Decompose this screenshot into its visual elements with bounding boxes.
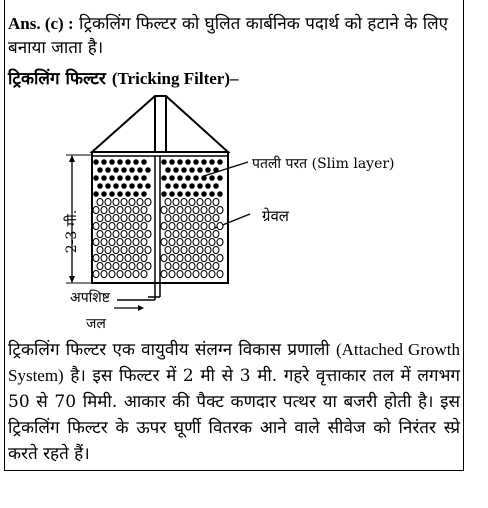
gravel-stone <box>125 254 131 261</box>
gravel-stone <box>173 262 179 269</box>
label-height: 2-3 मी. <box>64 209 81 254</box>
gravel-stone <box>109 254 115 261</box>
gravel-stone <box>121 214 127 221</box>
gravel-stone <box>142 176 146 180</box>
gravel-stone <box>217 270 223 277</box>
gravel-stone <box>214 184 218 188</box>
label-gravel: ग्रेवल <box>262 207 289 225</box>
gravel-stone <box>137 214 143 221</box>
answer-prefix: Ans. (c) : <box>8 14 74 33</box>
gravel-stone <box>197 262 203 269</box>
filter-roof <box>92 96 228 152</box>
body-part1: ट्रिकलिंग फिल्टर एक वायुवीय संलग्न विकास प्रणाली <box>8 340 330 360</box>
answer-text: ट्रिकलिंग फिल्टर को घुलित कार्बनिक पदार्थ को हटाने के लिए बनाया जाता है। <box>8 14 449 58</box>
label-waste: अपशिष्ट <box>70 290 110 306</box>
gravel-stone <box>125 206 131 213</box>
gravel-stone <box>209 206 215 213</box>
gravel-stone <box>193 270 199 277</box>
gravel-stone <box>165 262 171 269</box>
gravel-stone <box>209 238 215 245</box>
gravel-stone <box>141 238 147 245</box>
gravel-stone <box>185 254 191 261</box>
gravel-stone <box>173 246 179 253</box>
gravel-stone <box>217 254 223 261</box>
gravel-stone <box>186 176 190 180</box>
height-arrowhead-bottom <box>69 276 75 283</box>
outlet-arrowhead <box>138 305 144 311</box>
gravel-stone <box>173 198 179 205</box>
gravel-stone <box>214 168 218 172</box>
gravel-stone <box>177 222 183 229</box>
gravel-stone <box>142 192 146 196</box>
gravel-stone <box>110 176 114 180</box>
gravel-stone <box>137 246 143 253</box>
gravel-stone <box>182 168 186 172</box>
label-slim-layer: पतली परत (Slim layer) <box>252 156 395 172</box>
gravel-stone <box>97 198 103 205</box>
body-part2: है। इस फिल्टर में 2 मी से 3 मी. गहरे वृत्ताकार तल में लगभग 50 से 70 मिमी. आकार की पैक्ट कणदार पत्थर या बजरी होती है। इस ट्रिकलिंग फिल्टर के ऊपर घूर्णी वितरक आने वाले सीवेज को निरंतर स्प्रे करते रहते हैं। <box>8 366 460 464</box>
gravel-stone <box>182 184 186 188</box>
gravel-stone <box>121 230 127 237</box>
gravel-stone <box>194 160 198 164</box>
gravel-pattern <box>93 160 223 278</box>
gravel-stone <box>145 230 151 237</box>
gravel-stone <box>209 254 215 261</box>
gravel-stone <box>189 198 195 205</box>
gravel-stone <box>114 184 118 188</box>
gravel-stone <box>206 184 210 188</box>
gravel-stone <box>198 168 202 172</box>
body-part1-english: (Attached Growth System) <box>8 340 460 385</box>
gravel-stone <box>145 214 151 221</box>
gravel-stone <box>102 192 106 196</box>
gravel-stone <box>177 206 183 213</box>
gravel-stone <box>94 192 98 196</box>
gravel-stone <box>165 246 171 253</box>
heading-hindi: ट्रिकलिंग फिल्टर <box>8 69 106 89</box>
gravel-stone <box>185 206 191 213</box>
gravel-stone <box>145 246 151 253</box>
gravel-stone <box>173 230 179 237</box>
gravel-stone <box>105 262 111 269</box>
gravel-stone <box>181 214 187 221</box>
gravel-stone <box>201 206 207 213</box>
gravel-stone <box>122 168 126 172</box>
gravel-stone <box>93 270 99 277</box>
gravel-stone <box>205 262 211 269</box>
gravel-stone <box>193 238 199 245</box>
gravel-stone <box>105 214 111 221</box>
gravel-stone <box>117 270 123 277</box>
gravel-stone <box>117 254 123 261</box>
gravel-stone <box>118 176 122 180</box>
gravel-stone <box>126 176 130 180</box>
gravel-stone <box>137 230 143 237</box>
gravel-stone <box>93 222 99 229</box>
gravel-stone <box>114 168 118 172</box>
gravel-stone <box>118 160 122 164</box>
gravel-stone <box>101 254 107 261</box>
gravel-stone <box>201 270 207 277</box>
gravel-stone <box>113 198 119 205</box>
height-arrowhead-top <box>69 155 75 162</box>
gravel-stone <box>162 160 166 164</box>
gravel-stone <box>165 214 171 221</box>
gravel-stone <box>165 230 171 237</box>
gravel-stone <box>210 160 214 164</box>
gravel-stone <box>177 254 183 261</box>
gravel-stone <box>169 254 175 261</box>
gravel-stone <box>109 206 115 213</box>
gravel-stone <box>186 192 190 196</box>
label-water: जल <box>86 316 106 332</box>
gravel-stone <box>217 206 223 213</box>
gravel-stone <box>202 176 206 180</box>
gravel-stone <box>181 246 187 253</box>
gravel-stone <box>130 168 134 172</box>
gravel-stone <box>134 192 138 196</box>
gravel-stone <box>121 198 127 205</box>
gravel-stone <box>146 168 150 172</box>
gravel-stone <box>125 222 131 229</box>
gravel-stone <box>205 246 211 253</box>
gravel-stone <box>206 168 210 172</box>
gravel-stone <box>117 238 123 245</box>
gravel-stone <box>146 184 150 188</box>
gravel-stone <box>113 262 119 269</box>
gravel-stone <box>98 184 102 188</box>
gravel-stone <box>126 160 130 164</box>
gravel-stone <box>197 198 203 205</box>
gravel-stone <box>166 168 170 172</box>
gravel-stone <box>98 168 102 172</box>
gravel-stone <box>170 192 174 196</box>
gravel-stone <box>133 270 139 277</box>
gravel-stone <box>218 176 222 180</box>
gravel-stone <box>161 270 167 277</box>
gravel-stone <box>133 206 139 213</box>
gravel-stone <box>141 222 147 229</box>
gravel-stone <box>125 238 131 245</box>
gravel-stone <box>129 262 135 269</box>
gravel-stone <box>173 214 179 221</box>
gravel-stone <box>209 270 215 277</box>
gravel-stone <box>210 176 214 180</box>
gravel-stone <box>201 222 207 229</box>
gravel-stone <box>105 198 111 205</box>
gravel-stone <box>194 176 198 180</box>
gravel-stone <box>170 176 174 180</box>
gravel-stone <box>193 222 199 229</box>
gravel-stone <box>106 168 110 172</box>
gravel-stone <box>193 254 199 261</box>
gravel-stone <box>189 214 195 221</box>
gravel-stone <box>170 160 174 164</box>
gravel-stone <box>141 206 147 213</box>
gravel-stone <box>169 270 175 277</box>
gravel-stone <box>94 176 98 180</box>
gravel-stone <box>134 176 138 180</box>
gravel-stone <box>129 230 135 237</box>
gravel-stone <box>145 198 151 205</box>
gravel-stone <box>181 198 187 205</box>
gravel-stone <box>161 206 167 213</box>
gravel-stone <box>113 214 119 221</box>
gravel-stone <box>126 192 130 196</box>
gravel-stone <box>118 192 122 196</box>
gravel-stone <box>133 254 139 261</box>
gravel-stone <box>141 254 147 261</box>
gravel-stone <box>93 254 99 261</box>
gravel-stone <box>213 262 219 269</box>
gravel-stone <box>138 184 142 188</box>
gravel-stone <box>174 168 178 172</box>
gravel-stone <box>201 238 207 245</box>
gravel-stone <box>201 254 207 261</box>
gravel-stone <box>189 246 195 253</box>
gravel-stone <box>133 222 139 229</box>
gravel-stone <box>161 254 167 261</box>
gravel-stone <box>185 238 191 245</box>
gravel-stone <box>197 214 203 221</box>
gravel-stone <box>101 206 107 213</box>
gravel-stone <box>97 246 103 253</box>
gravel-stone <box>109 222 115 229</box>
gravel-stone <box>169 206 175 213</box>
gravel-stone <box>101 238 107 245</box>
gravel-stone <box>169 238 175 245</box>
gravel-stone <box>161 238 167 245</box>
gravel-stone <box>109 238 115 245</box>
gravel-stone <box>93 238 99 245</box>
gravel-stone <box>130 184 134 188</box>
gravel-stone <box>209 222 215 229</box>
gravel-stone <box>162 176 166 180</box>
gravel-stone <box>213 198 219 205</box>
gravel-stone <box>122 184 126 188</box>
gravel-stone <box>129 246 135 253</box>
gravel-stone <box>110 160 114 164</box>
gravel-stone <box>174 184 178 188</box>
gravel-stone <box>145 262 151 269</box>
gravel-stone <box>205 214 211 221</box>
gravel-stone <box>110 192 114 196</box>
gravel-stone <box>185 270 191 277</box>
gravel-stone <box>121 246 127 253</box>
gravel-stone <box>178 176 182 180</box>
gravel-stone <box>181 262 187 269</box>
gravel-stone <box>205 230 211 237</box>
gravel-stone <box>102 176 106 180</box>
gravel-stone <box>101 222 107 229</box>
gravel-stone <box>97 262 103 269</box>
gravel-stone <box>217 238 223 245</box>
gravel-stone <box>218 192 222 196</box>
gravel-stone <box>189 230 195 237</box>
gravel-stone <box>121 262 127 269</box>
gravel-stone <box>181 230 187 237</box>
gravel-stone <box>210 192 214 196</box>
gravel-stone <box>141 270 147 277</box>
gravel-stone <box>97 214 103 221</box>
gravel-stone <box>117 206 123 213</box>
gravel-stone <box>142 160 146 164</box>
gravel-stone <box>125 270 131 277</box>
gravel-stone <box>186 160 190 164</box>
gravel-stone <box>166 184 170 188</box>
gravel-stone <box>129 198 135 205</box>
gravel-stone <box>113 230 119 237</box>
gravel-stone <box>218 160 222 164</box>
gravel-stone <box>213 246 219 253</box>
heading-english: (Tricking Filter)– <box>111 69 239 88</box>
gravel-stone <box>133 238 139 245</box>
gravel-stone <box>137 262 143 269</box>
gravel-stone <box>194 192 198 196</box>
gravel-stone <box>189 262 195 269</box>
gravel-stone <box>138 168 142 172</box>
body-paragraph <box>8 337 460 467</box>
gravel-stone <box>205 198 211 205</box>
gravel-stone <box>197 246 203 253</box>
gravel-stone <box>137 198 143 205</box>
gravel-stone <box>102 160 106 164</box>
gravel-stone <box>165 198 171 205</box>
gravel-stone <box>185 222 191 229</box>
gravel-stone <box>93 206 99 213</box>
gravel-stone <box>178 160 182 164</box>
gravel-stone <box>202 160 206 164</box>
gravel-stone <box>217 222 223 229</box>
gravel-stone <box>109 270 115 277</box>
gravel-stone <box>94 160 98 164</box>
gravel-stone <box>169 222 175 229</box>
gravel-stone <box>197 230 203 237</box>
gravel-stone <box>213 230 219 237</box>
gravel-stone <box>162 192 166 196</box>
gravel-stone <box>134 160 138 164</box>
gravel-stone <box>117 222 123 229</box>
gravel-stone <box>129 214 135 221</box>
gravel-stone <box>105 246 111 253</box>
gravel-stone <box>178 192 182 196</box>
gravel-stone <box>213 214 219 221</box>
gravel-stone <box>97 230 103 237</box>
gravel-stone <box>190 168 194 172</box>
gravel-stone <box>193 206 199 213</box>
gravel-stone <box>101 270 107 277</box>
gravel-stone <box>177 270 183 277</box>
gravel-stone <box>113 246 119 253</box>
gravel-stone <box>177 238 183 245</box>
gravel-stone <box>202 192 206 196</box>
gravel-stone <box>161 222 167 229</box>
gravel-stone <box>106 184 110 188</box>
gravel-stone <box>190 184 194 188</box>
gravel-stone <box>105 230 111 237</box>
gravel-stone <box>198 184 202 188</box>
